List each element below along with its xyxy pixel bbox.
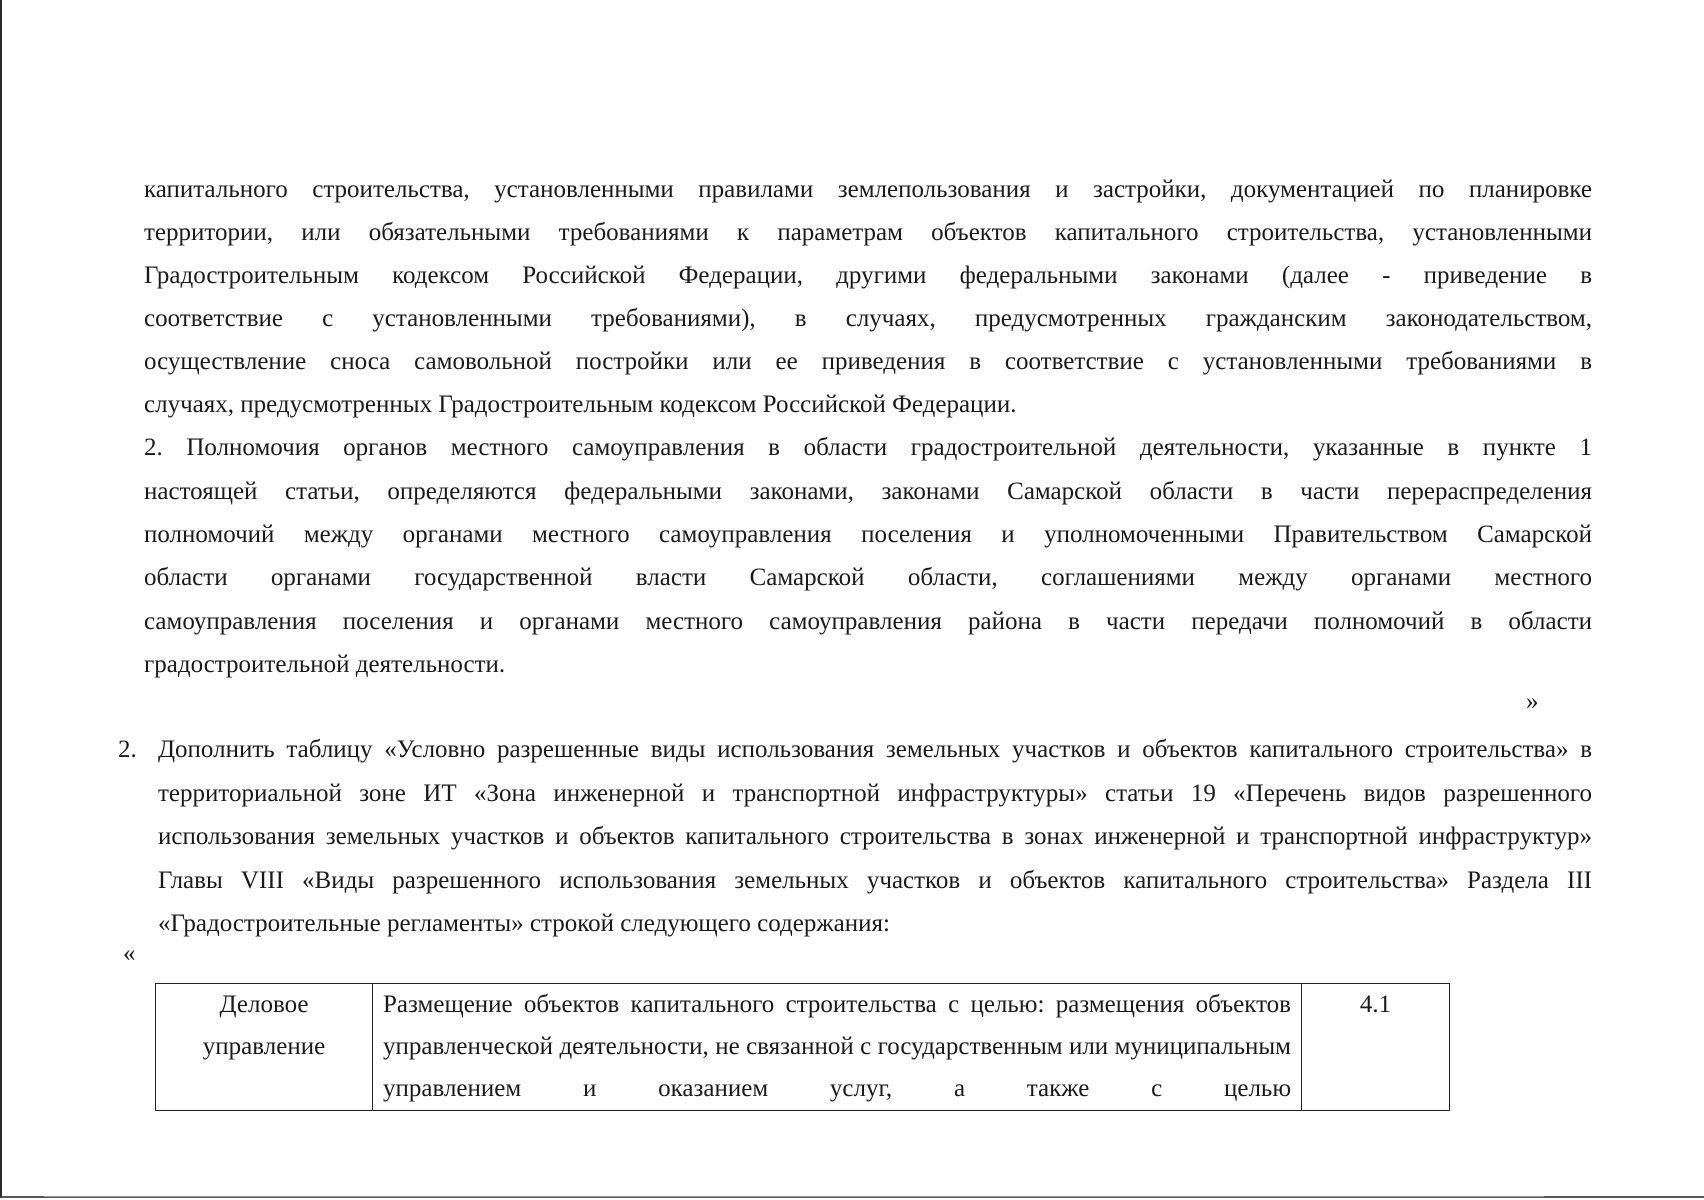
paragraph-line: градостроительной деятельности. [144, 651, 506, 678]
paragraph-line: соответствие с установленными требованиями), в случаях, предусмотренных гражданским законодательством, [144, 305, 1592, 332]
closing-quote: » [1526, 688, 1539, 715]
paragraph-line: полномочий между органами местного самоуправления поселения и уполномоченными Правительством Самарской [144, 521, 1592, 548]
paragraph-line: самоуправления поселения и органами местного самоуправления района в части передачи полномочий в области [144, 608, 1592, 635]
table-cell-name: Деловое управление [156, 984, 373, 1111]
table-cell-description: Размещение объектов капитального строительства с целью: размещения объектов управленческой деятельности, не связанной с государственным или муниципальным управлением и оказанием услуг, а также с целью [373, 984, 1302, 1111]
item-number: 2. [118, 736, 137, 763]
paragraph-line: 2. Полномочия органов местного самоуправления в области градостроительной деятельности, указанные в пункте 1 [144, 434, 1592, 461]
paragraph-line: Градостроительным кодексом Российской Федерации, другими федеральными законами (далее - приведение в [144, 262, 1592, 289]
table-row [156, 984, 1450, 1111]
scan-edge-line [44, 1196, 1544, 1197]
table-cell-code: 4.1 [1302, 984, 1450, 1111]
land-use-table [155, 983, 1450, 1111]
item-text: Дополнить таблицу «Условно разрешенные виды использования земельных участков и объектов капитального строительства» в территориальной зоне ИТ «Зона инженерной и транспортной инфраструктуры» статьи 19 «Перечень видов разрешенного использования земельных участков и объектов капитального строительства в зонах инженерной и транспортной инфраструктур» Главы VIII «Виды разрешенного использования земельных участков и объектов капитального строительства» Раздела III «Градостроительные регламенты» строкой следующего содержания: [158, 736, 1592, 937]
paragraph-line: осуществление сноса самовольной постройки или ее приведения в соответствие с установленными требованиями в [144, 348, 1592, 375]
paragraph-line: области органами государственной власти Самарской области, соглашениями между органами местного [144, 564, 1592, 591]
paragraph-line: настоящей статьи, определяются федеральными законами, законами Самарской области в части перераспределения [144, 478, 1592, 505]
paragraph-line: капитального строительства, установленными правилами землепользования и застройки, документацией по планировке [144, 176, 1592, 203]
opening-quote: « [123, 940, 136, 967]
paragraph-line: случаях, предусмотренных Градостроительным кодексом Российской Федерации. [144, 391, 1017, 418]
paragraph-line: территории, или обязательными требованиями к параметрам объектов капитального строительства, установленными [144, 219, 1592, 246]
